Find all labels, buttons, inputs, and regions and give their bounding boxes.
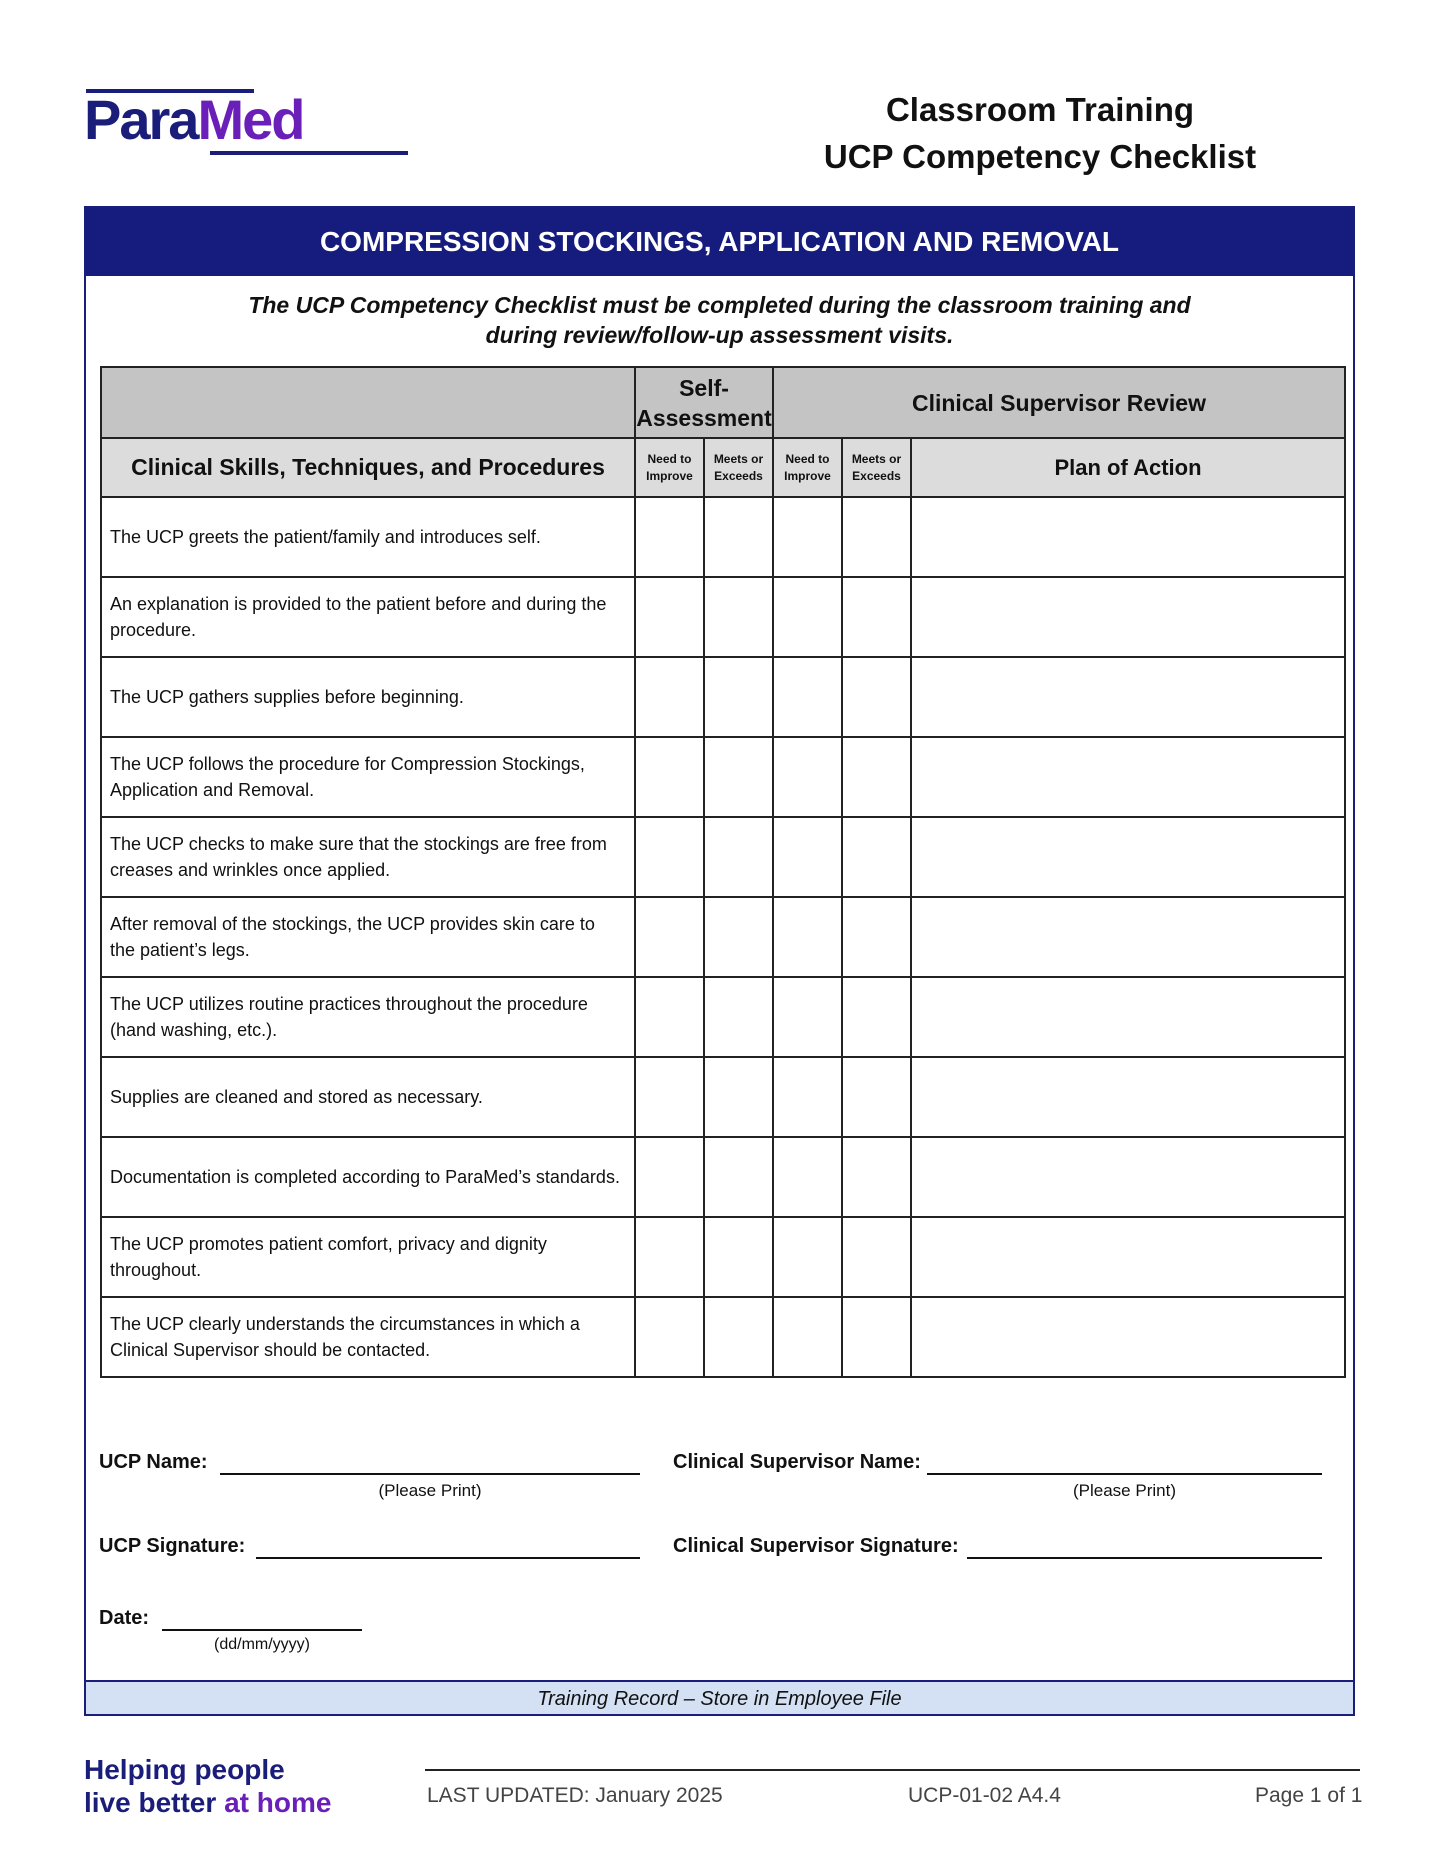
plan-of-action-cell[interactable] (911, 737, 1345, 817)
table-header-row-1 (101, 367, 1345, 438)
plan-of-action-cell[interactable] (911, 497, 1345, 577)
supervisor-need-to-improve-cell[interactable] (773, 497, 842, 577)
skill-description: The UCP follows the procedure for Compression Stockings, Application and Removal. (101, 737, 635, 817)
last-updated: LAST UPDATED: January 2025 (427, 1784, 723, 1807)
self-meets-or-exceeds-cell[interactable] (704, 897, 773, 977)
self-meets-or-exceeds-cell[interactable] (704, 1217, 773, 1297)
plan-of-action-cell[interactable] (911, 577, 1345, 657)
self-assessment-header: Self- Assessment (635, 367, 773, 438)
skill-description: Supplies are cleaned and stored as necessary. (101, 1057, 635, 1137)
self-meets-or-exceeds-cell[interactable] (704, 817, 773, 897)
supervisor-name-hint: (Please Print) (1073, 1481, 1176, 1500)
supervisor-need-to-improve-cell[interactable] (773, 577, 842, 657)
supervisor-need-to-improve-cell[interactable] (773, 1217, 842, 1297)
supervisor-meets-or-exceeds-cell[interactable] (842, 577, 911, 657)
logo-wordmark: ParaMed (84, 88, 304, 151)
table-row (101, 577, 1345, 657)
self-need-to-improve-cell[interactable] (635, 977, 704, 1057)
self-need-to-improve-cell[interactable] (635, 577, 704, 657)
self-need-to-improve-cell[interactable] (635, 1057, 704, 1137)
supervisor-need-to-improve-cell[interactable] (773, 1137, 842, 1217)
checklist-frame (84, 206, 1355, 1716)
section-banner: COMPRESSION STOCKINGS, APPLICATION AND REMOVAL (86, 208, 1353, 276)
date-label: Date: (99, 1607, 150, 1629)
self-meets-or-exceeds-cell[interactable] (704, 1137, 773, 1217)
tagline: Helping people live better at home (84, 1754, 332, 1818)
table-row (101, 897, 1345, 977)
self-meets-or-exceeds-cell[interactable] (704, 577, 773, 657)
plan-of-action-cell[interactable] (911, 1057, 1345, 1137)
supervisor-signature-label: Clinical Supervisor Signature: (673, 1535, 959, 1557)
supervisor-need-to-improve-cell[interactable] (773, 1057, 842, 1137)
paramed-logo (84, 86, 324, 158)
table-row (101, 817, 1345, 897)
supervisor-need-to-improve-cell[interactable] (773, 977, 842, 1057)
supervisor-need-to-improve-cell[interactable] (773, 1297, 842, 1377)
blank-header-cell (101, 367, 635, 438)
self-meets-or-exceeds-cell[interactable] (704, 497, 773, 577)
instructions: The UCP Competency Checklist must be completed during the classroom training and during review/follow-up assessment visits. (248, 292, 1191, 348)
document-title (760, 86, 1320, 180)
table-row (101, 657, 1345, 737)
supervisor-meets-or-exceeds-cell[interactable] (842, 1137, 911, 1217)
supervisor-meets-or-exceeds-cell[interactable] (842, 737, 911, 817)
date-field[interactable] (162, 1629, 362, 1631)
plan-of-action-cell[interactable] (911, 897, 1345, 977)
supervisor-need-to-improve-header: Need to Improve (773, 438, 842, 497)
skill-description: The UCP gathers supplies before beginning. (101, 657, 635, 737)
title-line-1: Classroom Training (885, 91, 1195, 128)
ucp-signature-label: UCP Signature: (99, 1535, 246, 1557)
supervisor-name-label: Clinical Supervisor Name: (673, 1451, 921, 1473)
skill-description: The UCP clearly understands the circumstances in which a Clinical Supervisor should be contacted. (101, 1297, 635, 1377)
skill-description: The UCP checks to make sure that the stockings are free from creases and wrinkles once applied. (101, 817, 635, 897)
self-meets-or-exceeds-cell[interactable] (704, 977, 773, 1057)
self-need-to-improve-header: Need to Improve (635, 438, 704, 497)
table-row (101, 1297, 1345, 1377)
supervisor-name-field[interactable] (927, 1473, 1322, 1475)
supervisor-signature-field[interactable] (967, 1557, 1322, 1559)
date-format-hint: (dd/mm/yyyy) (214, 1636, 310, 1653)
ucp-name-label: UCP Name: (99, 1451, 208, 1473)
plan-of-action-cell[interactable] (911, 817, 1345, 897)
plan-of-action-cell[interactable] (911, 977, 1345, 1057)
supervisor-meets-or-exceeds-cell[interactable] (842, 977, 911, 1057)
supervisor-meets-or-exceeds-cell[interactable] (842, 1057, 911, 1137)
plan-of-action-cell[interactable] (911, 1297, 1345, 1377)
skill-description: After removal of the stockings, the UCP provides skin care to the patient’s legs. (101, 897, 635, 977)
table-row (101, 737, 1345, 817)
document-code: UCP-01-02 A4.4 (908, 1784, 1061, 1807)
self-need-to-improve-cell[interactable] (635, 817, 704, 897)
supervisor-need-to-improve-cell[interactable] (773, 737, 842, 817)
skill-description: An explanation is provided to the patient before and during the procedure. (101, 577, 635, 657)
page-number: Page 1 of 1 (1255, 1784, 1363, 1807)
plan-of-action-cell[interactable] (911, 657, 1345, 737)
supervisor-meets-or-exceeds-header: Meets or Exceeds (842, 438, 911, 497)
supervisor-need-to-improve-cell[interactable] (773, 817, 842, 897)
table-row (101, 1057, 1345, 1137)
skills-header: Clinical Skills, Techniques, and Procedures (101, 438, 635, 497)
logo-bottom-bar (210, 151, 408, 155)
footer-rule (425, 1769, 1360, 1771)
plan-of-action-cell[interactable] (911, 1137, 1345, 1217)
self-need-to-improve-cell[interactable] (635, 1137, 704, 1217)
table-row (101, 977, 1345, 1057)
self-meets-or-exceeds-header: Meets or Exceeds (704, 438, 773, 497)
skill-description: The UCP greets the patient/family and introduces self. (101, 497, 635, 577)
supervisor-meets-or-exceeds-cell[interactable] (842, 657, 911, 737)
supervisor-meets-or-exceeds-cell[interactable] (842, 897, 911, 977)
plan-of-action-cell[interactable] (911, 1217, 1345, 1297)
table-row (101, 1137, 1345, 1217)
supervisor-need-to-improve-cell[interactable] (773, 897, 842, 977)
skill-description: The UCP utilizes routine practices throughout the procedure (hand washing, etc.). (101, 977, 635, 1057)
self-meets-or-exceeds-cell[interactable] (704, 737, 773, 817)
self-need-to-improve-cell[interactable] (635, 897, 704, 977)
ucp-name-field[interactable] (220, 1473, 640, 1475)
table-header-row-2 (101, 438, 1345, 497)
skill-description: Documentation is completed according to ParaMed’s standards. (101, 1137, 635, 1217)
ucp-signature-field[interactable] (256, 1557, 640, 1559)
supervisor-meets-or-exceeds-cell[interactable] (842, 1297, 911, 1377)
table-row (101, 1217, 1345, 1297)
self-meets-or-exceeds-cell[interactable] (704, 1297, 773, 1377)
self-meets-or-exceeds-cell[interactable] (704, 657, 773, 737)
self-need-to-improve-cell[interactable] (635, 657, 704, 737)
self-need-to-improve-cell[interactable] (635, 737, 704, 817)
supervisor-meets-or-exceeds-cell[interactable] (842, 817, 911, 897)
title-line-2: UCP Competency Checklist (823, 138, 1257, 175)
ucp-name-hint: (Please Print) (378, 1481, 482, 1500)
supervisor-meets-or-exceeds-cell[interactable] (842, 1217, 911, 1297)
supervisor-need-to-improve-cell[interactable] (773, 657, 842, 737)
supervisor-meets-or-exceeds-cell[interactable] (842, 497, 911, 577)
competency-table (100, 366, 1346, 1378)
supervisor-review-header: Clinical Supervisor Review (773, 367, 1345, 438)
self-need-to-improve-cell[interactable] (635, 497, 704, 577)
training-record-strip: Training Record – Store in Employee File (86, 1680, 1353, 1714)
self-need-to-improve-cell[interactable] (635, 1217, 704, 1297)
table-body (101, 497, 1345, 1377)
self-meets-or-exceeds-cell[interactable] (704, 1057, 773, 1137)
skill-description: The UCP promotes patient comfort, privacy and dignity throughout. (101, 1217, 635, 1297)
table-row (101, 497, 1345, 577)
plan-of-action-header: Plan of Action (911, 438, 1345, 497)
self-need-to-improve-cell[interactable] (635, 1297, 704, 1377)
